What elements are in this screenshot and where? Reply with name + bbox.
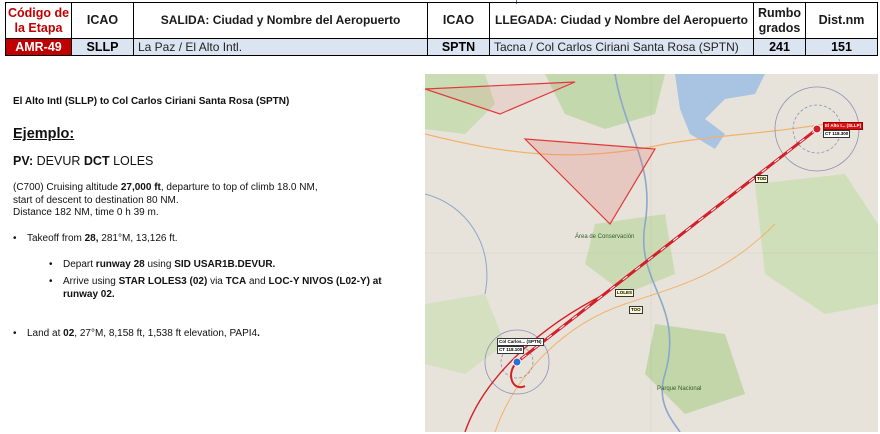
cell-heading: 241: [754, 39, 806, 56]
land-suffix: , 27°M, 8,158 ft, 1,538 ft elevation, PAPI4: [74, 328, 258, 340]
departure-freq-tag: CT 118.300: [825, 131, 849, 136]
waypoint-tag[interactable]: LOLES: [617, 290, 633, 295]
depart-mid: using: [144, 259, 175, 271]
waypoint-devur: DEVUR: [36, 154, 81, 168]
land-end: .: [257, 328, 260, 340]
lake-titicaca: [675, 74, 765, 149]
tod-tag[interactable]: TOD: [757, 176, 767, 181]
arrive-prefix: Arrive using: [63, 275, 119, 287]
cruise-prefix: (C700) Cruising altitude: [13, 182, 121, 193]
land-prefix: Land at: [27, 328, 64, 340]
cell-distance: 151: [806, 39, 878, 56]
arrive-bullet: [49, 276, 403, 301]
example-heading: Ejemplo:: [13, 126, 75, 142]
arrival-airport-tag[interactable]: Col Carlos... (SPTN): [499, 339, 542, 344]
takeoff-suffix: 281°M, 13,126 ft.: [98, 232, 178, 244]
takeoff-prefix: Takeoff from: [27, 232, 85, 244]
arrive-and: and: [246, 275, 269, 287]
terrain-patch: [585, 214, 675, 294]
arrival-freq-tag: CT 118.100: [499, 347, 523, 352]
route-map[interactable]: [425, 74, 878, 432]
takeoff-bullet: [13, 233, 403, 246]
river-line: [425, 194, 487, 294]
descent-line: start of descent to destination 80 NM.: [13, 194, 179, 206]
header-distance: Dist.nm: [806, 3, 878, 39]
header-departure: SALIDA: Ciudad y Nombre del Aeropuerto: [134, 3, 428, 39]
cell-departure: La Paz / El Alto Intl.: [134, 39, 428, 56]
waypoint-loles: LOLES: [113, 154, 154, 168]
restricted-area: [525, 139, 655, 224]
distance-line: Distance 182 NM, time 0 h 39 m.: [13, 207, 159, 219]
arrive-tca: TCA: [225, 275, 247, 287]
too-tag[interactable]: TOO: [631, 307, 641, 312]
arrival-airport-marker: [513, 358, 521, 366]
departure-airport-marker: [813, 125, 821, 133]
land-runway: 02: [63, 328, 75, 340]
route-description: [13, 96, 403, 341]
arrive-via: via: [207, 275, 226, 287]
header-leg-code: Código de la Etapa: [6, 3, 72, 39]
route-title: El Alto Intl (SLLP) to Col Carlos Ciriani Santa Rosa (SPTN): [13, 96, 290, 107]
header-icao-arrival: ICAO: [428, 3, 490, 39]
pv-label: PV:: [13, 154, 34, 168]
cell-icao-departure: SLLP: [72, 39, 134, 56]
cell-icao-arrival: SPTN: [428, 39, 490, 56]
table-header-row: [6, 3, 878, 39]
table-row: [6, 39, 878, 56]
area-label: Área de Conservación: [575, 234, 635, 240]
depart-runway: runway 28: [95, 259, 145, 271]
cruise-suffix: , departure to top of climb 18.0 NM,: [160, 182, 318, 193]
takeoff-runway: 28,: [84, 232, 99, 244]
depart-prefix: Depart: [63, 259, 96, 271]
arrive-loc: LOC-Y NIVOS (L02-Y) at runway 02.: [63, 275, 382, 300]
cruise-altitude: 27,000 ft: [120, 182, 161, 193]
park-label: Parque Nacional: [657, 386, 702, 392]
terrain-patch: [425, 294, 505, 374]
cruise-paragraph: [13, 182, 403, 220]
depart-sid: SID USAR1B.DEVUR.: [174, 259, 276, 271]
landing-bullet: [13, 328, 403, 341]
arrive-star: STAR LOLES3 (02): [118, 275, 208, 287]
cell-leg-code: AMR-49: [6, 39, 72, 56]
cell-arrival: Tacna / Col Carlos Ciriani Santa Rosa (SPTN): [490, 39, 754, 56]
dct-keyword: DCT: [83, 154, 110, 168]
depart-bullet: [49, 259, 403, 272]
header-icao-departure: ICAO: [72, 3, 134, 39]
terrain-patch: [755, 174, 878, 314]
leg-table: [5, 2, 878, 56]
flight-plan-route: [13, 154, 403, 168]
header-heading: Rumbo grados: [754, 3, 806, 39]
departure-airport-tag[interactable]: El Alto I... (SLLP): [825, 123, 862, 128]
header-arrival: LLEGADA: Ciudad y Nombre del Aeropuerto: [490, 3, 754, 39]
terrain-patch: [645, 324, 745, 414]
map-canvas: [425, 74, 878, 432]
